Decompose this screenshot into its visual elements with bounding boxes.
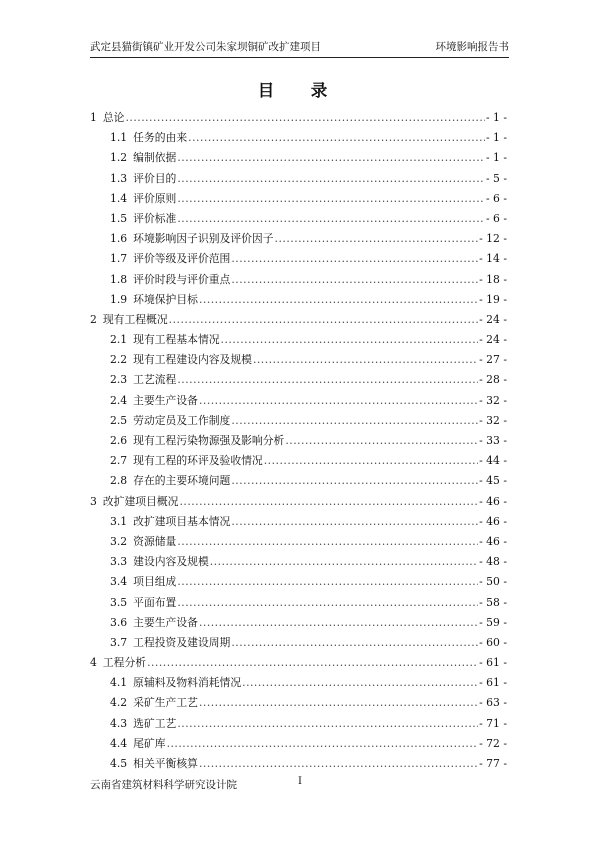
toc-entry-page: - 61 - bbox=[479, 656, 507, 670]
toc-entry-title: 环境保护目标 bbox=[133, 292, 198, 306]
toc-entry-title: 尾矿库 bbox=[133, 736, 166, 750]
toc-dot-leader bbox=[253, 350, 478, 370]
toc-entry-page: - 32 - bbox=[479, 393, 507, 407]
toc-entry-page: - 1 - bbox=[485, 111, 507, 124]
toc-entry[interactable] bbox=[90, 249, 507, 269]
toc-entry-page: - 44 - bbox=[479, 454, 507, 468]
toc-entry[interactable] bbox=[90, 148, 507, 168]
page-header bbox=[90, 41, 509, 58]
toc-entry-number: 1.1 bbox=[110, 131, 128, 145]
toc-dot-leader bbox=[285, 431, 478, 451]
toc-entry-title: 平面布置 bbox=[133, 595, 177, 609]
toc-entry[interactable] bbox=[90, 270, 507, 290]
toc-dot-leader bbox=[177, 169, 485, 189]
toc-entry-title: 采矿生产工艺 bbox=[133, 696, 198, 710]
toc-dot-leader bbox=[199, 613, 478, 633]
toc-dot-leader bbox=[177, 189, 485, 209]
toc-entry-number: 1.6 bbox=[110, 232, 128, 246]
toc-entry-number: 2.3 bbox=[110, 373, 128, 387]
toc-entry[interactable] bbox=[90, 229, 507, 249]
toc-entry[interactable] bbox=[90, 492, 507, 512]
toc-entry-page: - 6 - bbox=[485, 211, 507, 225]
toc-entry-title: 评价原则 bbox=[133, 191, 177, 205]
toc-entry-page: - 50 - bbox=[479, 575, 507, 589]
toc-dot-leader bbox=[275, 229, 479, 249]
toc-dot-leader bbox=[231, 512, 478, 532]
toc-dot-leader bbox=[179, 492, 478, 512]
toc-entry[interactable] bbox=[90, 108, 507, 128]
toc-entry-title: 主要生产设备 bbox=[133, 393, 198, 407]
toc-entry-number: 3.5 bbox=[110, 595, 128, 609]
toc-dot-leader bbox=[199, 754, 478, 774]
page-number: I bbox=[298, 776, 302, 787]
toc-entry[interactable] bbox=[90, 693, 507, 713]
toc-entry-title: 评价时段与评价重点 bbox=[133, 272, 231, 286]
toc-entry-title: 主要生产设备 bbox=[133, 615, 198, 629]
toc-entry[interactable] bbox=[90, 330, 507, 350]
toc-entry-number: 3.2 bbox=[110, 534, 128, 548]
toc-entry-title: 工程分析 bbox=[102, 656, 147, 670]
toc-entry-number: 2.6 bbox=[110, 434, 128, 447]
toc-entry-number: 4.3 bbox=[110, 716, 128, 730]
toc-entry-title: 选矿工艺 bbox=[133, 716, 177, 730]
toc-entry-number: 1.5 bbox=[110, 211, 128, 225]
toc-entry-page: - 1 - bbox=[485, 131, 507, 145]
toc-entry[interactable] bbox=[90, 653, 507, 673]
toc-entry-number: 3.6 bbox=[110, 615, 128, 629]
toc-entry-number: 3 bbox=[90, 494, 97, 508]
toc-dot-leader bbox=[210, 552, 478, 572]
toc-entry-title: 存在的主要环境问题 bbox=[133, 474, 231, 488]
header-document-type: 环境影响报告书 bbox=[435, 41, 509, 53]
toc-entry-title: 工程投资及建设周期 bbox=[133, 635, 231, 649]
toc-entry-page: - 19 - bbox=[479, 292, 507, 306]
toc-entry[interactable] bbox=[90, 451, 507, 471]
toc-entry-page: - 46 - bbox=[479, 494, 507, 508]
toc-entry-page: - 27 - bbox=[479, 353, 507, 367]
toc-entry[interactable] bbox=[90, 471, 507, 491]
toc-entry-title: 现有工程的环评及验收情况 bbox=[133, 454, 263, 468]
toc-entry[interactable] bbox=[90, 411, 507, 431]
toc-entry[interactable] bbox=[90, 532, 507, 552]
toc-entry-page: - 14 - bbox=[479, 252, 507, 266]
toc-entry-page: - 12 - bbox=[479, 232, 507, 246]
toc-entry-number: 2.8 bbox=[110, 474, 128, 488]
toc-dot-leader bbox=[231, 249, 478, 269]
toc-entry-title: 项目组成 bbox=[133, 575, 177, 589]
toc-entry[interactable] bbox=[90, 734, 507, 754]
toc-dot-leader bbox=[242, 673, 478, 693]
toc-entry[interactable] bbox=[90, 310, 507, 330]
toc-entry[interactable] bbox=[90, 370, 507, 390]
toc-entry[interactable] bbox=[90, 350, 507, 370]
toc-entry-title: 工艺流程 bbox=[133, 373, 177, 387]
toc-entry-number: 4.4 bbox=[110, 736, 128, 750]
toc-entry-number: 1.8 bbox=[110, 272, 128, 286]
toc-entry[interactable] bbox=[90, 169, 507, 189]
toc-entry-number: 1.3 bbox=[110, 171, 128, 185]
toc-entry-number: 2.1 bbox=[110, 333, 128, 347]
toc-entry-number: 2.5 bbox=[110, 413, 128, 427]
toc-entry-number: 3.1 bbox=[110, 514, 128, 528]
toc-entry-title: 环境影响因子识别及评价因子 bbox=[133, 232, 274, 246]
toc-dot-leader bbox=[231, 471, 478, 491]
toc-entry-number: 4.5 bbox=[110, 757, 128, 770]
toc-entry-number: 3.4 bbox=[110, 575, 128, 589]
toc-entry[interactable] bbox=[90, 613, 507, 633]
toc-entry-page: - 24 - bbox=[479, 333, 507, 347]
toc-dot-leader bbox=[199, 290, 478, 310]
toc-dot-leader bbox=[231, 270, 478, 290]
toc-entry-page: - 32 - bbox=[479, 413, 507, 427]
toc-title: 目 录 bbox=[257, 81, 338, 100]
toc-dot-leader bbox=[177, 572, 478, 592]
toc-entry[interactable] bbox=[90, 128, 507, 148]
toc-entry-number: 1.7 bbox=[110, 252, 128, 266]
toc-entry-number: 2.2 bbox=[110, 353, 128, 367]
toc-entry-page: - 61 - bbox=[479, 676, 507, 690]
toc-entry-page: - 60 - bbox=[479, 635, 507, 649]
toc-entry[interactable] bbox=[90, 714, 507, 734]
toc-dot-leader bbox=[177, 370, 478, 390]
toc-entry-number: 2.4 bbox=[110, 393, 128, 407]
toc-entry-title: 评价标准 bbox=[133, 211, 177, 225]
toc-entry[interactable] bbox=[90, 593, 507, 613]
toc-entry-number: 2 bbox=[90, 312, 97, 326]
toc-entry-title: 资源储量 bbox=[133, 534, 177, 548]
toc-entry[interactable] bbox=[90, 633, 507, 653]
toc-entry-page: - 24 - bbox=[479, 312, 507, 326]
toc-entry-title: 现有工程建设内容及规模 bbox=[133, 353, 252, 367]
toc-entry[interactable] bbox=[90, 391, 507, 411]
toc-dot-leader bbox=[231, 633, 478, 653]
toc-dot-leader bbox=[199, 391, 478, 411]
toc-entry-number: 4.1 bbox=[110, 676, 128, 690]
toc-entry-title: 相关平衡核算 bbox=[133, 757, 198, 770]
toc-entry-title: 原辅料及物料消耗情况 bbox=[133, 676, 242, 690]
toc-dot-leader bbox=[231, 411, 478, 431]
toc-entry-number: 1 bbox=[90, 111, 97, 124]
toc-entry-number: 4 bbox=[90, 656, 97, 670]
toc-entry-page: - 45 - bbox=[479, 474, 507, 488]
toc-entry-page: - 58 - bbox=[479, 595, 507, 609]
toc-dot-leader bbox=[147, 653, 478, 673]
toc-entry-title: 编制依据 bbox=[133, 151, 177, 165]
toc-entry-page: - 28 - bbox=[479, 373, 507, 387]
toc-entry-number: 1.4 bbox=[110, 191, 128, 205]
toc-entry-page: - 77 - bbox=[479, 757, 507, 770]
toc-entry-page: - 33 - bbox=[479, 434, 507, 447]
toc-entry-page: - 48 - bbox=[479, 555, 507, 569]
table-of-contents bbox=[90, 108, 507, 774]
toc-entry-title: 总论 bbox=[102, 111, 125, 124]
toc-entry[interactable] bbox=[90, 552, 507, 572]
toc-dot-leader bbox=[177, 532, 478, 552]
header-project-title: 武定县猫街镇矿业开发公司朱家坝铜矿改扩建项目 bbox=[90, 41, 321, 53]
toc-entry-title: 评价等级及评价范围 bbox=[133, 252, 231, 266]
toc-dot-leader bbox=[125, 108, 485, 128]
toc-entry-number: 2.7 bbox=[110, 454, 128, 468]
toc-entry-title: 改扩建项目基本情况 bbox=[133, 514, 231, 528]
toc-entry[interactable] bbox=[90, 189, 507, 209]
toc-entry-title: 改扩建项目概况 bbox=[102, 494, 179, 508]
toc-entry-page: - 5 - bbox=[485, 171, 507, 185]
toc-entry-title: 任务的由来 bbox=[133, 131, 188, 145]
toc-dot-leader bbox=[264, 451, 478, 471]
toc-entry-page: - 46 - bbox=[479, 514, 507, 528]
toc-dot-leader bbox=[177, 148, 485, 168]
footer-organization: 云南省建筑材料科学研究设计院 bbox=[90, 779, 237, 791]
toc-entry-number: 4.2 bbox=[110, 696, 128, 710]
toc-entry-number: 1.2 bbox=[110, 151, 128, 165]
toc-entry-page: - 71 - bbox=[479, 716, 507, 730]
toc-entry-number: 1.9 bbox=[110, 292, 128, 306]
toc-entry-page: - 46 - bbox=[479, 534, 507, 548]
toc-dot-leader bbox=[177, 593, 478, 613]
toc-dot-leader bbox=[221, 330, 479, 350]
toc-entry-title: 现有工程概况 bbox=[102, 312, 168, 326]
toc-entry[interactable] bbox=[90, 673, 507, 693]
toc-entry-title: 评价目的 bbox=[133, 171, 177, 185]
toc-entry-title: 劳动定员及工作制度 bbox=[133, 413, 231, 427]
toc-entry-page: - 18 - bbox=[479, 272, 507, 286]
toc-entry-number: 3.7 bbox=[110, 635, 128, 649]
toc-entry[interactable] bbox=[90, 290, 507, 310]
toc-dot-leader bbox=[169, 310, 478, 330]
toc-entry[interactable] bbox=[90, 209, 507, 229]
toc-entry-page: - 6 - bbox=[485, 191, 507, 205]
toc-entry[interactable] bbox=[90, 431, 507, 451]
toc-entry[interactable] bbox=[90, 754, 507, 774]
toc-entry-title: 建设内容及规模 bbox=[133, 555, 209, 569]
toc-entry-page: - 72 - bbox=[479, 736, 507, 750]
toc-entry[interactable] bbox=[90, 572, 507, 592]
toc-entry[interactable] bbox=[90, 512, 507, 532]
toc-dot-leader bbox=[167, 734, 479, 754]
toc-entry-page: - 59 - bbox=[479, 615, 507, 629]
toc-dot-leader bbox=[177, 209, 485, 229]
toc-entry-title: 现有工程基本情况 bbox=[133, 333, 220, 347]
toc-dot-leader bbox=[199, 693, 478, 713]
toc-dot-leader bbox=[188, 128, 485, 148]
toc-dot-leader bbox=[177, 714, 478, 734]
toc-entry-title: 现有工程污染物源强及影响分析 bbox=[133, 434, 285, 447]
toc-entry-page: - 63 - bbox=[479, 696, 507, 710]
toc-entry-number: 3.3 bbox=[110, 555, 128, 569]
toc-entry-page: - 1 - bbox=[485, 151, 507, 165]
